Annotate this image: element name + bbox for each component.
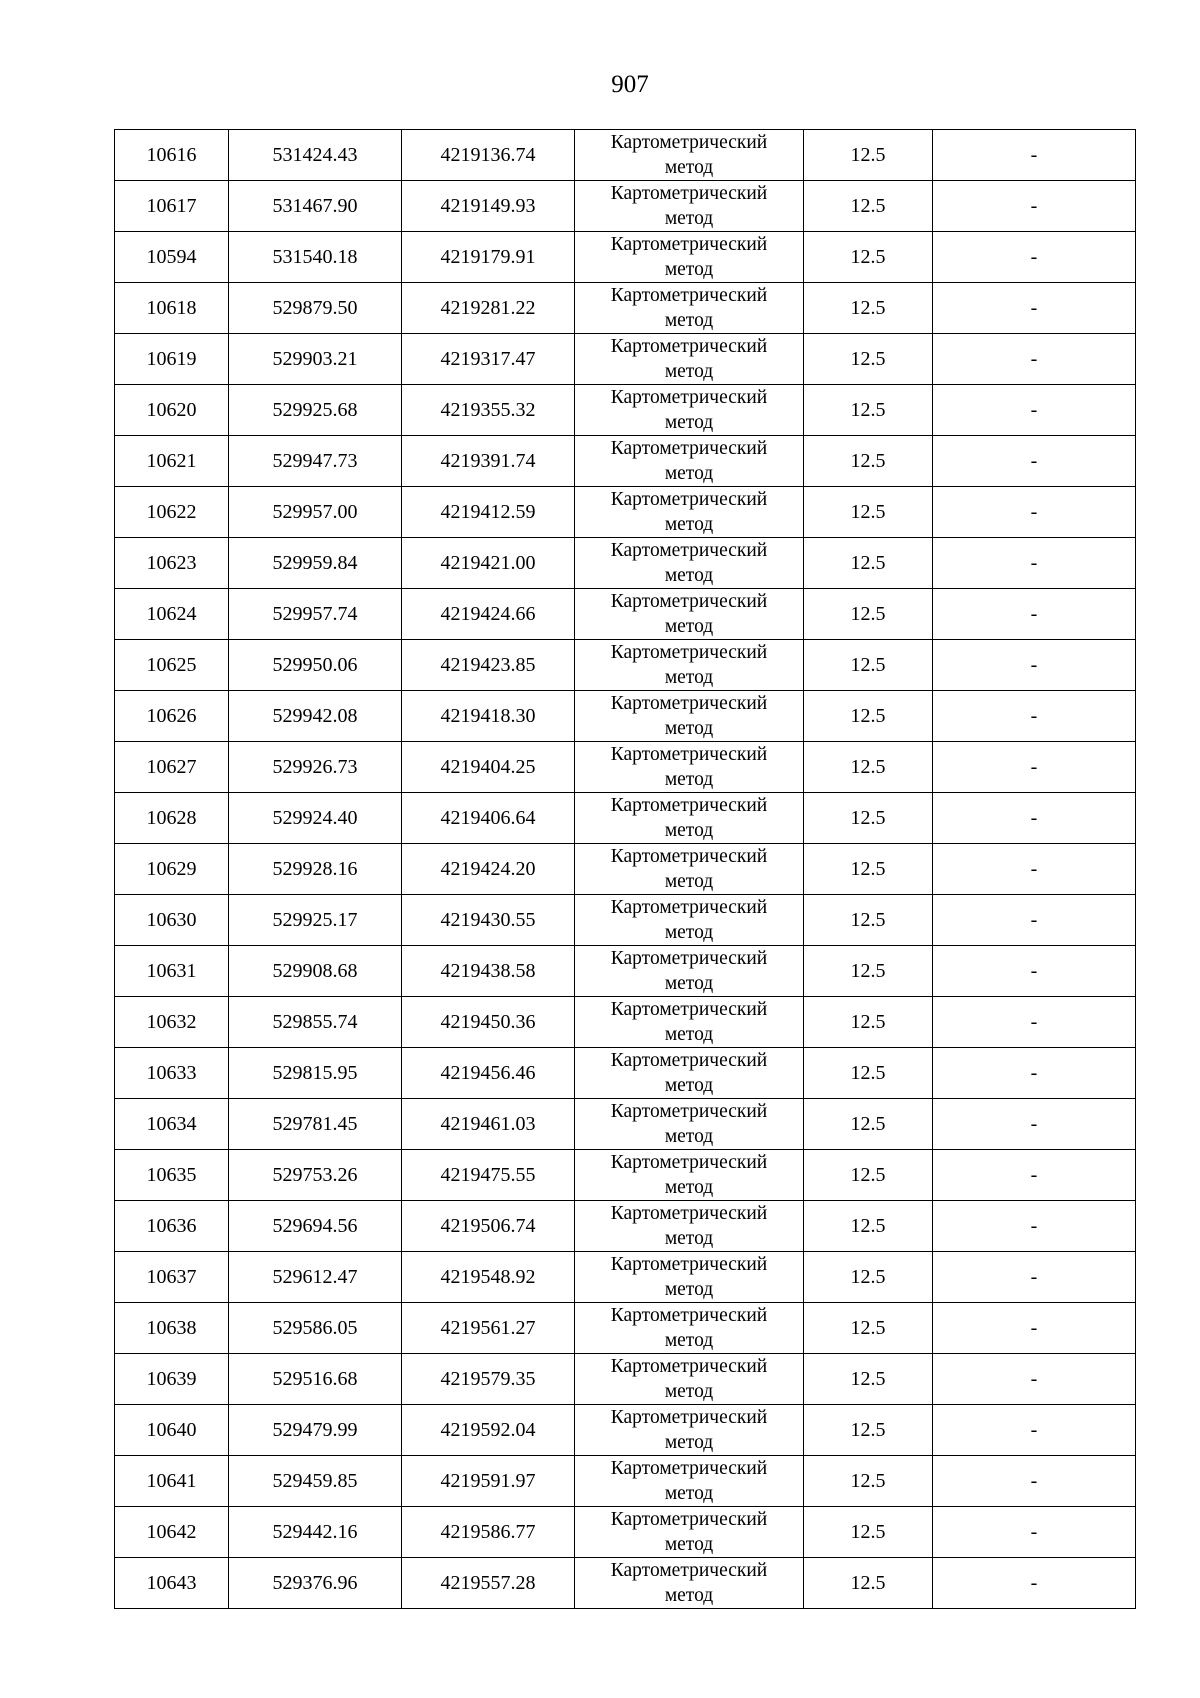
note-cell: - — [933, 844, 1136, 895]
accuracy-cell: 12.5 — [804, 1456, 933, 1507]
method-line-2: метод — [664, 1126, 714, 1147]
point-number-cell: 10594 — [115, 232, 229, 283]
point-number-cell: 10640 — [115, 1405, 229, 1456]
point-number-cell: 10634 — [115, 1099, 229, 1150]
method-line-2: метод — [664, 1330, 714, 1351]
method-cell — [575, 793, 804, 844]
point-number-cell: 10624 — [115, 589, 229, 640]
method-cell — [575, 181, 804, 232]
accuracy-cell: 12.5 — [804, 1201, 933, 1252]
method-line-2: метод — [664, 820, 714, 841]
point-number-cell: 10638 — [115, 1303, 229, 1354]
note-cell: - — [933, 946, 1136, 997]
y-coordinate-cell: 4219423.85 — [402, 640, 575, 691]
method-line-1: Картометрический — [610, 1509, 768, 1530]
accuracy-cell: 12.5 — [804, 181, 933, 232]
y-coordinate-cell: 4219424.20 — [402, 844, 575, 895]
method-line-1: Картометрический — [610, 234, 768, 255]
y-coordinate-cell: 4219424.66 — [402, 589, 575, 640]
method-line-1: Картометрический — [610, 387, 768, 408]
method-line-1: Картометрический — [610, 540, 768, 561]
note-cell: - — [933, 283, 1136, 334]
method-line-2: метод — [664, 616, 714, 637]
y-coordinate-cell: 4219450.36 — [402, 997, 575, 1048]
x-coordinate-cell: 529586.05 — [229, 1303, 402, 1354]
method-line-1: Картометрический — [610, 948, 768, 969]
y-coordinate-cell: 4219430.55 — [402, 895, 575, 946]
method-line-2: метод — [664, 565, 714, 586]
accuracy-cell: 12.5 — [804, 589, 933, 640]
method-line-2: метод — [664, 310, 714, 331]
x-coordinate-cell: 529459.85 — [229, 1456, 402, 1507]
method-line-1: Картометрический — [610, 642, 768, 663]
y-coordinate-cell: 4219317.47 — [402, 334, 575, 385]
note-cell: - — [933, 742, 1136, 793]
note-cell: - — [933, 1252, 1136, 1303]
method-cell — [575, 742, 804, 793]
point-number-cell: 10629 — [115, 844, 229, 895]
note-cell: - — [933, 895, 1136, 946]
method-line-2: метод — [664, 1075, 714, 1096]
point-number-cell: 10616 — [115, 130, 229, 181]
method-line-1: Картометрический — [610, 1203, 768, 1224]
x-coordinate-cell: 531540.18 — [229, 232, 402, 283]
x-coordinate-cell: 529957.00 — [229, 487, 402, 538]
method-cell — [575, 1507, 804, 1558]
accuracy-cell: 12.5 — [804, 487, 933, 538]
y-coordinate-cell: 4219404.25 — [402, 742, 575, 793]
method-line-2: метод — [664, 1228, 714, 1249]
method-cell — [575, 232, 804, 283]
table-row — [115, 844, 1136, 895]
method-line-2: метод — [664, 463, 714, 484]
x-coordinate-cell: 529924.40 — [229, 793, 402, 844]
x-coordinate-cell: 529516.68 — [229, 1354, 402, 1405]
method-line-1: Картометрический — [610, 1254, 768, 1275]
method-cell — [575, 640, 804, 691]
accuracy-cell: 12.5 — [804, 385, 933, 436]
method-cell — [575, 487, 804, 538]
table-row — [115, 181, 1136, 232]
method-line-1: Картометрический — [610, 744, 768, 765]
accuracy-cell: 12.5 — [804, 334, 933, 385]
method-line-2: метод — [664, 1279, 714, 1300]
note-cell: - — [933, 487, 1136, 538]
accuracy-cell: 12.5 — [804, 1558, 933, 1609]
method-cell — [575, 1405, 804, 1456]
accuracy-cell: 12.5 — [804, 1405, 933, 1456]
accuracy-cell: 12.5 — [804, 691, 933, 742]
table-row — [115, 691, 1136, 742]
method-cell — [575, 1150, 804, 1201]
y-coordinate-cell: 4219421.00 — [402, 538, 575, 589]
table-row — [115, 895, 1136, 946]
accuracy-cell: 12.5 — [804, 844, 933, 895]
note-cell: - — [933, 691, 1136, 742]
y-coordinate-cell: 4219136.74 — [402, 130, 575, 181]
x-coordinate-cell: 529942.08 — [229, 691, 402, 742]
method-line-1: Картометрический — [610, 591, 768, 612]
point-number-cell: 10641 — [115, 1456, 229, 1507]
method-line-1: Картометрический — [610, 183, 768, 204]
method-line-2: метод — [664, 208, 714, 229]
note-cell: - — [933, 1507, 1136, 1558]
x-coordinate-cell: 529908.68 — [229, 946, 402, 997]
y-coordinate-cell: 4219391.74 — [402, 436, 575, 487]
y-coordinate-cell: 4219548.92 — [402, 1252, 575, 1303]
method-cell — [575, 997, 804, 1048]
method-cell — [575, 1099, 804, 1150]
x-coordinate-cell: 529815.95 — [229, 1048, 402, 1099]
note-cell: - — [933, 1099, 1136, 1150]
method-cell — [575, 1303, 804, 1354]
y-coordinate-cell: 4219149.93 — [402, 181, 575, 232]
x-coordinate-cell: 529781.45 — [229, 1099, 402, 1150]
point-number-cell: 10618 — [115, 283, 229, 334]
y-coordinate-cell: 4219475.55 — [402, 1150, 575, 1201]
method-line-1: Картометрический — [610, 1305, 768, 1326]
y-coordinate-cell: 4219438.58 — [402, 946, 575, 997]
table-row — [115, 436, 1136, 487]
method-line-2: метод — [664, 973, 714, 994]
table-row — [115, 1252, 1136, 1303]
y-coordinate-cell: 4219406.64 — [402, 793, 575, 844]
point-number-cell: 10620 — [115, 385, 229, 436]
method-line-1: Картометрический — [610, 1356, 768, 1377]
method-cell — [575, 130, 804, 181]
note-cell: - — [933, 538, 1136, 589]
accuracy-cell: 12.5 — [804, 1048, 933, 1099]
method-cell — [575, 1354, 804, 1405]
point-number-cell: 10635 — [115, 1150, 229, 1201]
method-line-1: Картометрический — [610, 1560, 768, 1581]
y-coordinate-cell: 4219418.30 — [402, 691, 575, 742]
method-line-1: Картометрический — [610, 693, 768, 714]
x-coordinate-cell: 529950.06 — [229, 640, 402, 691]
method-line-2: метод — [664, 361, 714, 382]
method-cell — [575, 1201, 804, 1252]
table-row — [115, 1099, 1136, 1150]
accuracy-cell: 12.5 — [804, 538, 933, 589]
note-cell: - — [933, 793, 1136, 844]
table-row — [115, 283, 1136, 334]
method-line-2: метод — [664, 871, 714, 892]
method-line-2: метод — [664, 667, 714, 688]
accuracy-cell: 12.5 — [804, 1303, 933, 1354]
y-coordinate-cell: 4219591.97 — [402, 1456, 575, 1507]
table-row — [115, 793, 1136, 844]
table-row — [115, 1456, 1136, 1507]
accuracy-cell: 12.5 — [804, 436, 933, 487]
x-coordinate-cell: 531467.90 — [229, 181, 402, 232]
y-coordinate-cell: 4219281.22 — [402, 283, 575, 334]
method-line-1: Картометрический — [610, 999, 768, 1020]
note-cell: - — [933, 1201, 1136, 1252]
point-number-cell: 10642 — [115, 1507, 229, 1558]
table-row — [115, 997, 1136, 1048]
method-line-1: Картометрический — [610, 132, 768, 153]
method-line-2: метод — [664, 514, 714, 535]
note-cell: - — [933, 997, 1136, 1048]
x-coordinate-cell: 529925.68 — [229, 385, 402, 436]
method-cell — [575, 283, 804, 334]
method-line-2: метод — [664, 412, 714, 433]
note-cell: - — [933, 436, 1136, 487]
x-coordinate-cell: 529903.21 — [229, 334, 402, 385]
accuracy-cell: 12.5 — [804, 1252, 933, 1303]
method-line-1: Картометрический — [610, 285, 768, 306]
method-line-1: Картометрический — [610, 1050, 768, 1071]
accuracy-cell: 12.5 — [804, 1099, 933, 1150]
point-number-cell: 10630 — [115, 895, 229, 946]
note-cell: - — [933, 589, 1136, 640]
method-line-1: Картометрический — [610, 846, 768, 867]
x-coordinate-cell: 529855.74 — [229, 997, 402, 1048]
point-number-cell: 10631 — [115, 946, 229, 997]
note-cell: - — [933, 1354, 1136, 1405]
method-line-2: метод — [664, 922, 714, 943]
accuracy-cell: 12.5 — [804, 793, 933, 844]
table-row — [115, 1150, 1136, 1201]
point-number-cell: 10627 — [115, 742, 229, 793]
method-line-2: метод — [664, 1585, 714, 1606]
y-coordinate-cell: 4219412.59 — [402, 487, 575, 538]
note-cell: - — [933, 1456, 1136, 1507]
point-number-cell: 10622 — [115, 487, 229, 538]
x-coordinate-cell: 529376.96 — [229, 1558, 402, 1609]
table-row — [115, 1303, 1136, 1354]
coordinates-table — [114, 129, 1136, 1609]
y-coordinate-cell: 4219579.35 — [402, 1354, 575, 1405]
accuracy-cell: 12.5 — [804, 997, 933, 1048]
table-row — [115, 1558, 1136, 1609]
method-cell — [575, 946, 804, 997]
table-row — [115, 1405, 1136, 1456]
method-cell — [575, 538, 804, 589]
table-row — [115, 1507, 1136, 1558]
method-cell — [575, 844, 804, 895]
method-line-2: метод — [664, 1177, 714, 1198]
x-coordinate-cell: 529957.74 — [229, 589, 402, 640]
method-line-2: метод — [664, 157, 714, 178]
method-cell — [575, 1252, 804, 1303]
x-coordinate-cell: 529928.16 — [229, 844, 402, 895]
point-number-cell: 10626 — [115, 691, 229, 742]
table-row — [115, 946, 1136, 997]
point-number-cell: 10617 — [115, 181, 229, 232]
y-coordinate-cell: 4219179.91 — [402, 232, 575, 283]
table-row — [115, 487, 1136, 538]
method-cell — [575, 1048, 804, 1099]
x-coordinate-cell: 529612.47 — [229, 1252, 402, 1303]
table-row — [115, 385, 1136, 436]
page-number: 907 — [611, 71, 649, 98]
point-number-cell: 10625 — [115, 640, 229, 691]
method-line-2: метод — [664, 259, 714, 280]
method-cell — [575, 1456, 804, 1507]
method-cell — [575, 334, 804, 385]
method-line-2: метод — [664, 718, 714, 739]
method-line-1: Картометрический — [610, 1407, 768, 1428]
table-row — [115, 334, 1136, 385]
point-number-cell: 10639 — [115, 1354, 229, 1405]
method-cell — [575, 589, 804, 640]
x-coordinate-cell: 529879.50 — [229, 283, 402, 334]
method-line-1: Картометрический — [610, 1152, 768, 1173]
point-number-cell: 10619 — [115, 334, 229, 385]
note-cell: - — [933, 334, 1136, 385]
accuracy-cell: 12.5 — [804, 283, 933, 334]
method-line-2: метод — [664, 769, 714, 790]
note-cell: - — [933, 1303, 1136, 1354]
accuracy-cell: 12.5 — [804, 640, 933, 691]
method-line-2: метод — [664, 1024, 714, 1045]
y-coordinate-cell: 4219561.27 — [402, 1303, 575, 1354]
table-row — [115, 1048, 1136, 1099]
y-coordinate-cell: 4219456.46 — [402, 1048, 575, 1099]
note-cell: - — [933, 1558, 1136, 1609]
method-line-2: метод — [664, 1432, 714, 1453]
accuracy-cell: 12.5 — [804, 1354, 933, 1405]
method-line-2: метод — [664, 1381, 714, 1402]
accuracy-cell: 12.5 — [804, 1150, 933, 1201]
table-row — [115, 232, 1136, 283]
method-line-1: Картометрический — [610, 438, 768, 459]
point-number-cell: 10623 — [115, 538, 229, 589]
method-cell — [575, 436, 804, 487]
accuracy-cell: 12.5 — [804, 742, 933, 793]
point-number-cell: 10643 — [115, 1558, 229, 1609]
accuracy-cell: 12.5 — [804, 232, 933, 283]
x-coordinate-cell: 529926.73 — [229, 742, 402, 793]
method-line-1: Картометрический — [610, 1101, 768, 1122]
x-coordinate-cell: 529959.84 — [229, 538, 402, 589]
x-coordinate-cell: 529694.56 — [229, 1201, 402, 1252]
accuracy-cell: 12.5 — [804, 946, 933, 997]
method-line-2: метод — [664, 1534, 714, 1555]
accuracy-cell: 12.5 — [804, 1507, 933, 1558]
note-cell: - — [933, 130, 1136, 181]
note-cell: - — [933, 385, 1136, 436]
note-cell: - — [933, 1405, 1136, 1456]
point-number-cell: 10632 — [115, 997, 229, 1048]
method-line-1: Картометрический — [610, 795, 768, 816]
y-coordinate-cell: 4219461.03 — [402, 1099, 575, 1150]
method-line-1: Картометрический — [610, 1458, 768, 1479]
y-coordinate-cell: 4219355.32 — [402, 385, 575, 436]
point-number-cell: 10636 — [115, 1201, 229, 1252]
y-coordinate-cell: 4219592.04 — [402, 1405, 575, 1456]
y-coordinate-cell: 4219586.77 — [402, 1507, 575, 1558]
method-line-2: метод — [664, 1483, 714, 1504]
point-number-cell: 10628 — [115, 793, 229, 844]
table-row — [115, 538, 1136, 589]
note-cell: - — [933, 1150, 1136, 1201]
x-coordinate-cell: 529442.16 — [229, 1507, 402, 1558]
table-row — [115, 640, 1136, 691]
x-coordinate-cell: 531424.43 — [229, 130, 402, 181]
x-coordinate-cell: 529479.99 — [229, 1405, 402, 1456]
note-cell: - — [933, 1048, 1136, 1099]
coordinates-table-body — [115, 130, 1136, 1609]
y-coordinate-cell: 4219506.74 — [402, 1201, 575, 1252]
table-row — [115, 589, 1136, 640]
point-number-cell: 10633 — [115, 1048, 229, 1099]
accuracy-cell: 12.5 — [804, 895, 933, 946]
point-number-cell: 10621 — [115, 436, 229, 487]
method-cell — [575, 895, 804, 946]
method-line-1: Картометрический — [610, 897, 768, 918]
accuracy-cell: 12.5 — [804, 130, 933, 181]
table-row — [115, 1354, 1136, 1405]
point-number-cell: 10637 — [115, 1252, 229, 1303]
table-row — [115, 742, 1136, 793]
note-cell: - — [933, 181, 1136, 232]
method-cell — [575, 1558, 804, 1609]
x-coordinate-cell: 529753.26 — [229, 1150, 402, 1201]
method-line-1: Картометрический — [610, 336, 768, 357]
table-row — [115, 130, 1136, 181]
x-coordinate-cell: 529925.17 — [229, 895, 402, 946]
note-cell: - — [933, 640, 1136, 691]
method-cell — [575, 385, 804, 436]
table-row — [115, 1201, 1136, 1252]
method-cell — [575, 691, 804, 742]
note-cell: - — [933, 232, 1136, 283]
method-line-1: Картометрический — [610, 489, 768, 510]
y-coordinate-cell: 4219557.28 — [402, 1558, 575, 1609]
x-coordinate-cell: 529947.73 — [229, 436, 402, 487]
